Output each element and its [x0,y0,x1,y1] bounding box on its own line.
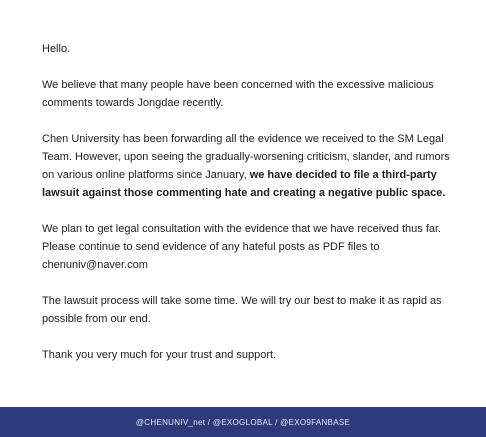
paragraph-evidence-text: We plan to get legal consultation with the evidence that we have received thus far. Please continue to send evidence of any hateful posts as PDF files to [42,223,442,253]
closing-thanks: Thank you very much for your trust and support. [42,349,277,361]
paragraph-lawsuit [42,130,462,202]
paragraph-lawsuit-text: Chen University has been forwarding all the evidence we received to the SM Legal Team. However, upon seeing the gradually-worsening criticism, slander, and rumors on various online platforms since January, [42,133,450,181]
paragraph-concern: We believe that many people have been concerned with the excessive malicious comments towards Jongdae recently. [42,79,434,109]
greeting: Hello. [42,43,71,55]
paragraph-process: The lawsuit process will take some time. We will try our best to make it as rapid as possible from our end. [42,295,442,325]
letter-body [42,40,462,364]
paragraph-evidence [42,220,462,274]
lawsuit-announcement: we have decided to file a third-party lawsuit against those commenting hate and creating a negative public space. [42,169,446,199]
footer-bar [0,407,486,437]
contact-email: chenuniv@naver.com [42,259,148,271]
footer-social-handles: @CHENUNIV_net / @EXOGLOBAL / @EXO9FANBASE [135,417,351,427]
